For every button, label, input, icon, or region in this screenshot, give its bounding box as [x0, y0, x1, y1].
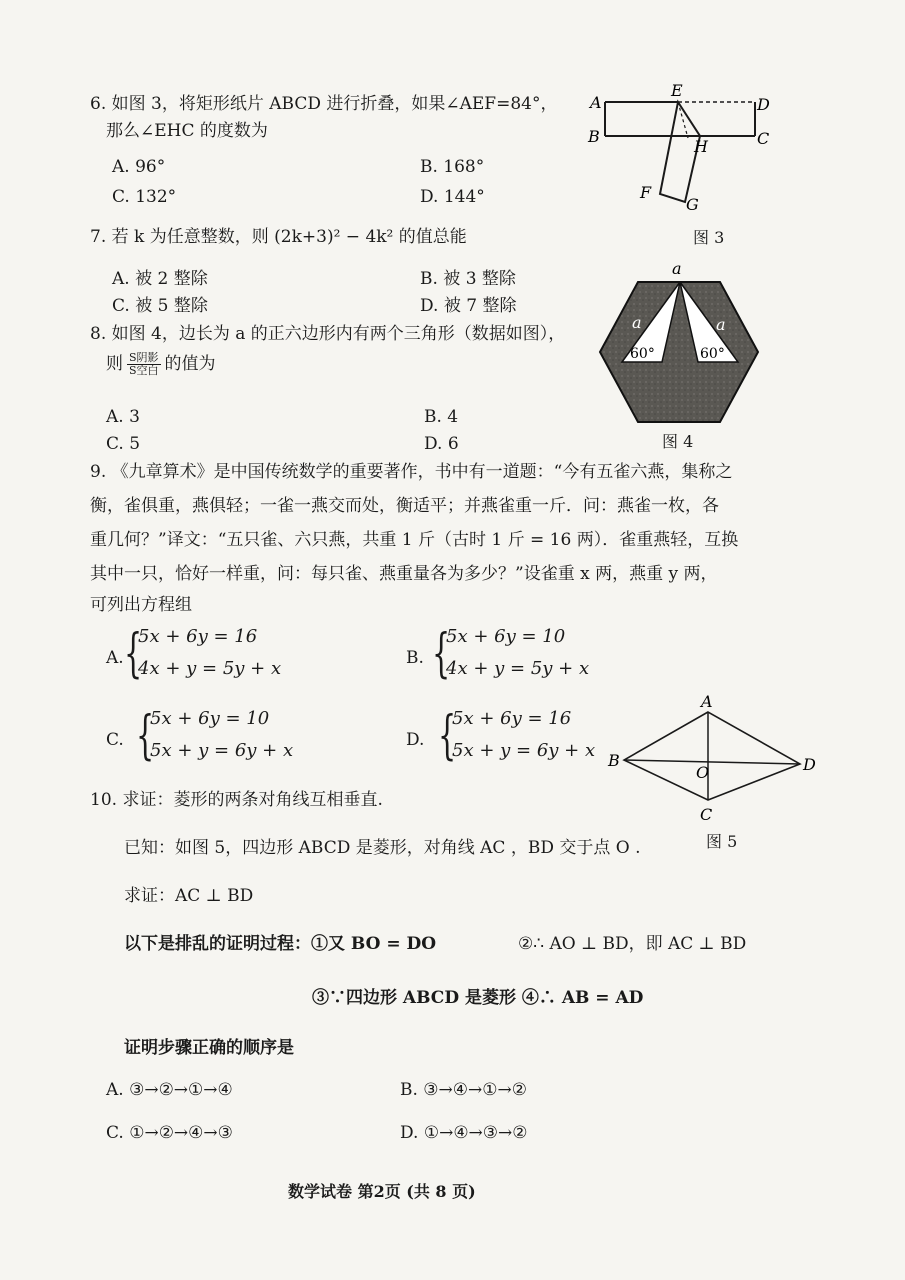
q9-option-c-eq2: 5x + y = 6y + x [150, 740, 294, 761]
fig3-label-c: C [757, 129, 770, 148]
q8-frac-num: S阴影 [129, 351, 159, 364]
q8-option-b: B. 4 [424, 407, 459, 427]
q9-option-b-label: B. [406, 648, 424, 668]
q10-steps-intro: 以下是排乱的证明过程：①又 BO = DO [124, 934, 437, 954]
q6-option-d: D. 144° [420, 187, 485, 207]
q9-line1: 9. 《九章算术》是中国传统数学的重要著作，书中有一道题：“今有五雀六燕，集称之 [90, 462, 733, 482]
fig4-caption: 图 4 [662, 432, 694, 451]
q10-ask: 证明步骤正确的顺序是 [124, 1038, 294, 1058]
page-footer: 数学试卷 第2页 (共 8 页) [288, 1182, 476, 1201]
fig3-caption: 图 3 [693, 228, 725, 247]
q9-line3: 重几何？”译文：“五只雀、六只燕，共重 1 斤（古时 1 斤 = 16 两）．雀重燕轻，互换 [90, 530, 739, 550]
q10-step34: ③∵四边形 ABCD 是菱形 ④∴ AB = AD [312, 988, 644, 1008]
q9-option-b-eq2: 4x + y = 5y + x [446, 658, 590, 679]
fig4-label-top: a [672, 260, 682, 278]
q9-option-d-label: D. [406, 730, 425, 750]
q9-option-a-eq1: 5x + 6y = 16 [138, 626, 258, 647]
rhombus [624, 712, 800, 800]
q10-option-c: C. ①→②→④→③ [106, 1123, 233, 1143]
fig4-angle-left: 60° [630, 346, 655, 362]
fig5-label-a: A [701, 692, 713, 711]
figure-5 [600, 690, 830, 830]
q10-option-d: D. ①→④→③→② [400, 1123, 528, 1143]
q8-frac-den: S空白 [129, 364, 159, 378]
q8-then: 则 [106, 353, 123, 374]
figure-4 [596, 260, 766, 430]
hexagon [600, 282, 758, 422]
fig3-label-g: G [686, 195, 699, 214]
fig4-label-left: a [632, 313, 642, 332]
q6-option-b: B. 168° [420, 157, 485, 177]
q8-after: 的值为 [164, 353, 216, 374]
q9-option-a-label: A. [106, 648, 124, 668]
fig3-label-f: F [640, 183, 652, 202]
fig5-label-b: B [608, 751, 620, 770]
q7-option-c: C. 被 5 整除 [112, 296, 208, 316]
q9-line2: 衡，雀俱重，燕俱轻；一雀一燕交而处，衡适平；并燕雀重一斤．问：燕雀一枚，各 [90, 496, 719, 516]
fig4-angle-right: 60° [700, 346, 725, 362]
q9-option-d-eq1: 5x + 6y = 16 [452, 708, 572, 729]
q8-fraction [127, 352, 161, 377]
q10-prove: 求证：AC ⊥ BD [124, 886, 254, 906]
q8-line2 [106, 352, 216, 377]
fig4-label-right: a [716, 315, 726, 334]
q6-option-a: A. 96° [112, 157, 166, 177]
q9-option-c-eq1: 5x + 6y = 10 [150, 708, 270, 729]
fig3-label-b: B [588, 127, 600, 146]
q9-option-b-brace: { [432, 624, 451, 684]
q10-step2: ②∴ AO ⊥ BD，即 AC ⊥ BD [518, 934, 747, 954]
q9-option-b-eq1: 5x + 6y = 10 [446, 626, 566, 647]
q6-option-c: C. 132° [112, 187, 177, 207]
fig3-label-a: A [590, 93, 602, 112]
fig3-label-e: E [671, 81, 683, 100]
q9-line4: 其中一只，恰好一样重，问：每只雀、燕重量各为多少？”设雀重 x 两，燕重 y 两， [90, 564, 718, 584]
q8-option-c: C. 5 [106, 434, 141, 454]
q9-line5: 可列出方程组 [90, 595, 192, 615]
fig5-label-o: O [696, 763, 710, 782]
fig5-label-c: C [700, 805, 713, 824]
q9-option-d-eq2: 5x + y = 6y + x [452, 740, 596, 761]
q8-option-a: A. 3 [106, 407, 140, 427]
fig5-label-d: D [803, 755, 816, 774]
q7-option-b: B. 被 3 整除 [420, 269, 516, 289]
fig5-caption: 图 5 [706, 832, 738, 851]
q9-option-c-label: C. [106, 730, 124, 750]
q8-option-d: D. 6 [424, 434, 459, 454]
q7-stem: 7. 若 k 为任意整数，则 (2k+3)² − 4k² 的值总能 [90, 227, 467, 247]
q9-option-a-brace: { [124, 624, 143, 684]
q7-option-d: D. 被 7 整除 [420, 296, 517, 316]
q10-option-b: B. ③→④→①→② [400, 1080, 527, 1100]
q6-line1: 6. 如图 3，将矩形纸片 ABCD 进行折叠，如果∠AEF=84°， [90, 94, 558, 114]
q9-option-d-brace: { [438, 706, 457, 766]
q9-option-a-eq2: 4x + y = 5y + x [138, 658, 282, 679]
fig3-label-d: D [757, 95, 770, 114]
q10-given: 已知：如图 5，四边形 ABCD 是菱形，对角线 AC ，BD 交于点 O . [124, 838, 641, 858]
q8-line1: 8. 如图 4，边长为 a 的正六边形内有两个三角形（数据如图）， [90, 324, 566, 344]
q9-option-c-brace: { [136, 706, 155, 766]
q10-stem: 10. 求证：菱形的两条对角线互相垂直. [90, 790, 383, 810]
q6-line2: 那么∠EHC 的度数为 [106, 121, 268, 141]
figure-3 [580, 80, 780, 215]
q10-option-a: A. ③→②→①→④ [106, 1080, 233, 1100]
fig3-label-h: H [694, 137, 708, 156]
q7-option-a: A. 被 2 整除 [112, 269, 208, 289]
